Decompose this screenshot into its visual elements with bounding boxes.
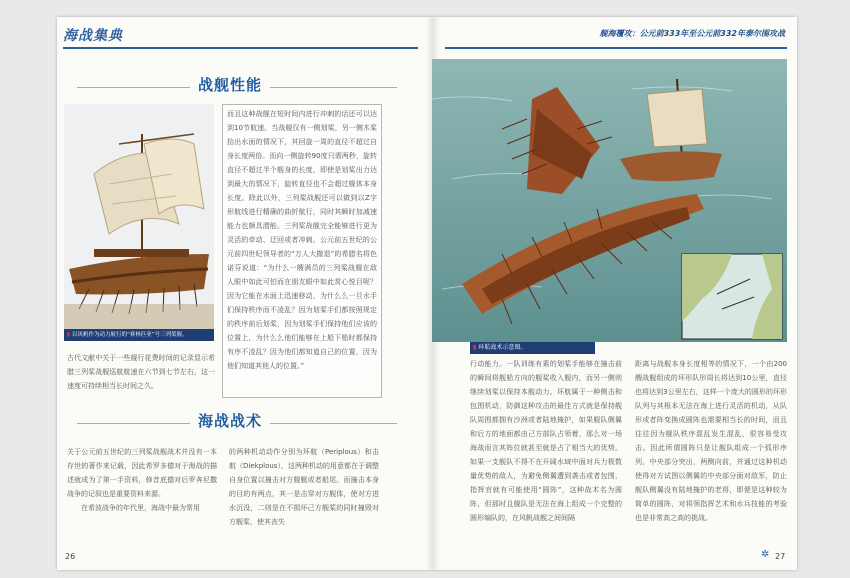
inset-map bbox=[682, 254, 782, 339]
right-column-2: 距离与战舰本身长度相等的情况下，一个由200艘战舰组成的环形队形周长将达到10公里，直径也将达到3公里左右，这样一个庞大的圆形的环形队列与其根本无法在海上进行灵活的机动，从队形或者阵变换成圆阵也需要相当长的时间，而且往往因为舰队秩序混乱发生混乱，很容易受攻击。因此所谓圆阵只是让舰队组成一个弧形序列，中央部分突出，两侧向前，并通过这种机动使得对方试图以侧翼的中央部分面对敌军，防止舰队侧翼没有陆地掩护的老将，即便是这种较为简单的圆阵，对将领指挥艺术和水兵技能的考验也是非常高之高的挑战。 bbox=[635, 360, 787, 522]
paragraph-speed: 古代文献中关于一些舰行花费时间的记录显示希腊三列桨战舰巡航航速在六节到七节左右，这一速度可持续相当长时间之久。 bbox=[67, 354, 215, 390]
section1-title: 战舰性能 bbox=[190, 74, 270, 95]
magazine-spread bbox=[57, 17, 797, 570]
paragraph-tactics-intro bbox=[67, 445, 217, 543]
naval-battle-painting bbox=[432, 59, 787, 342]
paragraph-tactics-a: 关于公元前五世纪的三列桨战舰战术并没有一本存世的著作来记载，因此希罗多德对于海战的描述就成为了第一手资料，修昔底德对后罗奔尼撒战争的记叙也是重要资料来源。 bbox=[67, 448, 217, 498]
sidebar-text: 而且这种战舰在短时间内进行冲刺的话还可以达到10节航速。当战舰仅有一侧划桨，另一侧木桨抬出水面的情况下，其回旋一周的直径不超过自身长度两倍。而向一侧旋转90度只需两秒，旋转直径不超过半个舰身的长度，即使是划桨出力达到最大的情况下，旋转直径也不会超过舰体本身长度。除此以外，三列桨战舰还可以做到以Z字形航线进行精确的曲折航行，同时其瞬时加减速能力也颇具潜能。三列桨战舰完全能够进行更为灵活的牵动、迂回或者冲刺。公元前五世纪的公元前四世纪领导者的“万人大撤退”的希腊名将色诺芬说道：“为什么一艘满员的三列桨战舰在敌人眼中如此可怕而在朋友眼中如此赏心悦目呢？因为它能在水面上迅速移动，为什么么一旦水手们保持秩序而不凌乱？因为划桨手们都按照规定的秩序前后划桨，因为划桨手们保持他们应该的位置上，为什么么他们能够在上船下船时都保持有序不凌乱？因为他们都知道自己的位置，因为他们知道其他人的位置。” bbox=[227, 110, 377, 370]
illustration-caption bbox=[470, 342, 595, 354]
illustration-caption-text: 环航战术示意图。 bbox=[478, 344, 527, 351]
caption-marker-icon: ▮ bbox=[67, 332, 72, 338]
periplous-illustration bbox=[432, 59, 787, 342]
page-number-left: 26 bbox=[65, 552, 76, 561]
header-rule-right bbox=[445, 47, 787, 49]
section2-title: 海战战术 bbox=[190, 410, 270, 431]
caption-marker-icon-2: ▮ bbox=[473, 344, 479, 351]
page-number-right: 27 bbox=[775, 552, 786, 561]
photo-caption-text: 以风帆作为动力航行的“赛林匹亚”号三列桨舰。 bbox=[71, 332, 188, 338]
paragraph-tactics-a2: 在希波战争的年代里，海战中最为常用 bbox=[81, 504, 200, 512]
trireme-photo bbox=[64, 104, 214, 329]
right-column-1: 行动能力。一队训练有素的划桨手能够在撞击前的瞬间将舰船方向的舰桨收入舰内，而另一侧则继续划桨以保持本舰动力。环航属于一种侧击和包围机动，防御这种攻击的最佳方式就是保持舰队周围都拥有沙洲或者陆地掩护，如果舰队侧翼和后方的地面都由己方部队占领着，那么对一场海战而言其阵位就甚至就是占了相当大的优势。如果一支舰队不得不在开阔水域中面对兵力极数量优势的敌人，为避免侧翼遭到袭击或者包围，指挥官就有可能使用“圆阵”，这种战术名为圆阵，但那时且舰队是无法在海上组成一个完整的圆形编队的，在风帆战舰之间间隔 bbox=[470, 360, 622, 522]
photo-caption bbox=[64, 329, 214, 341]
trireme-ship-image bbox=[64, 104, 214, 329]
chapter-topic: 舰海覆攻：公元前333年至公元前332年泰尔围攻战 bbox=[599, 29, 785, 38]
header-rule-left bbox=[63, 47, 418, 49]
paragraph-tactics-b: 的两种机动动作分别为环航（Periplous）和击航（Diekplous），这两种机动的用意都在于调整自身位置以撞击对方舰艇或者船尾。而撞击本身的目的有两点，其一是击穿对方舰体，使对方进水沉没，二则是在不损坏己方舰桨的同时撞毁对方舰桨，使其丧失 bbox=[229, 448, 379, 526]
compass-ornament-icon: ✲ bbox=[761, 549, 770, 560]
magazine-brand: 海战集典 bbox=[63, 28, 123, 44]
